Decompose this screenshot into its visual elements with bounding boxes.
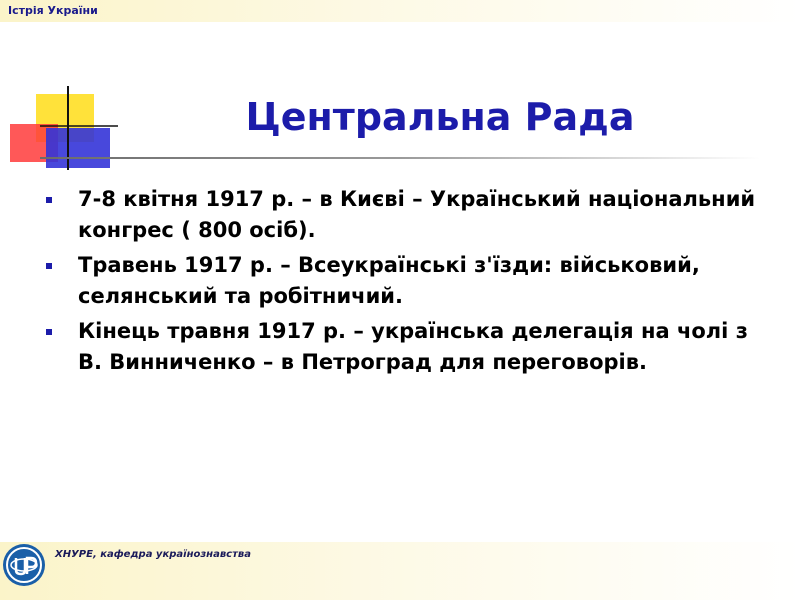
bullet-square-icon xyxy=(46,329,52,335)
slide-title: Центральна Рада xyxy=(245,95,635,139)
bullet-square-icon xyxy=(46,197,52,203)
header-title: Істрія України xyxy=(8,4,98,17)
bullet-item xyxy=(40,250,770,312)
bullet-list xyxy=(40,184,770,382)
bullet-item xyxy=(40,184,770,246)
bullet-text: 7-8 квітня 1917 р. – в Києві – Український національний конгрес ( 800 осіб). xyxy=(78,187,756,242)
footer-text: ХНУРЕ, кафедра українознавства xyxy=(55,549,251,560)
title-divider xyxy=(40,157,760,159)
university-logo-icon xyxy=(1,542,47,588)
bullet-item xyxy=(40,316,770,378)
bullet-text: Кінець травня 1917 р. – українська делегація на чолі з В. Винниченко – в Петроград для переговорів. xyxy=(78,319,748,374)
bullet-square-icon xyxy=(46,263,52,269)
bullet-text: Травень 1917 р. – Всеукраїнські з'їзди: військовий, селянський та робітничий. xyxy=(78,253,700,308)
header-band xyxy=(0,0,800,22)
